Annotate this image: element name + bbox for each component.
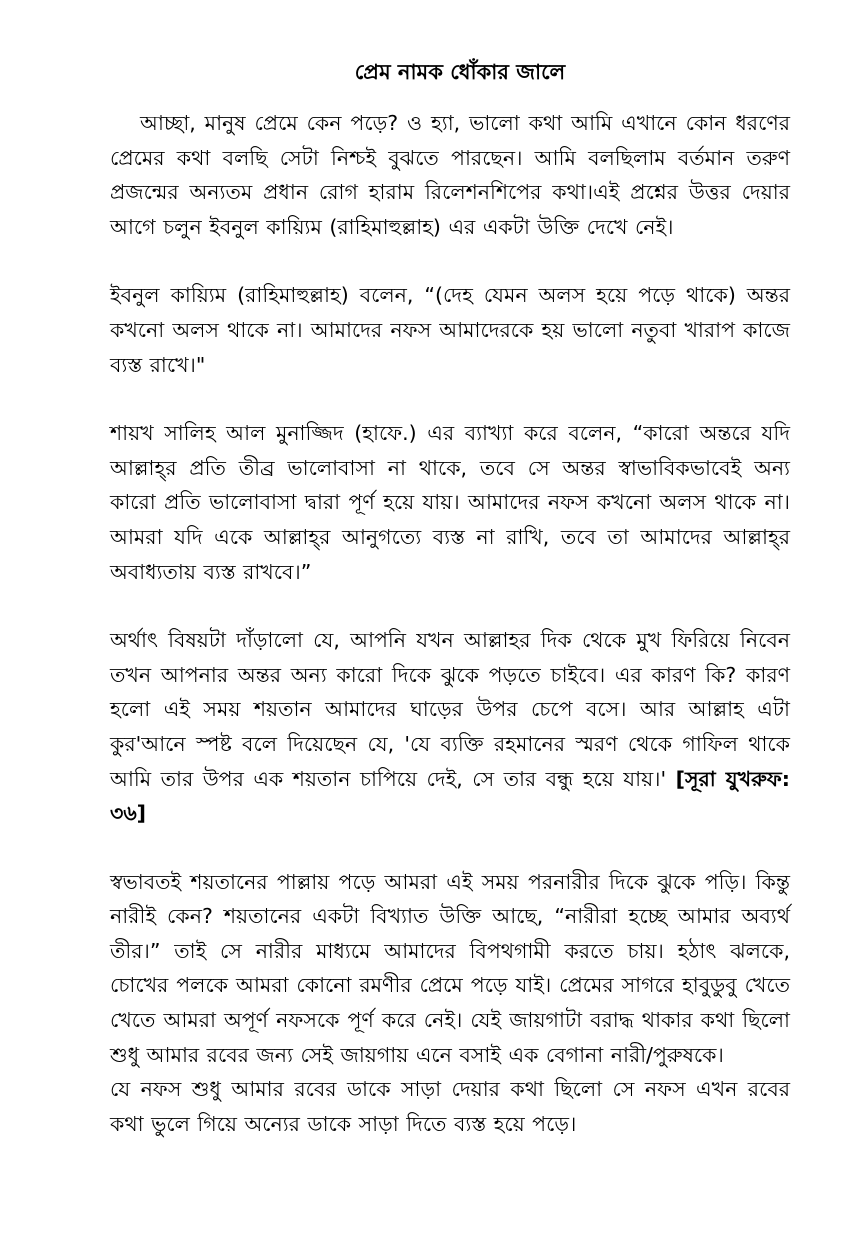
- paragraph-4-text: অর্থাৎ বিষয়টা দাঁড়ালো যে, আপনি যখন আল্লাহর দিক থেকে মুখ ফিরিয়ে নিবেন তখন আপনার অন্তর অন্য কারো দিকে ঝুকে পড়তে চাইবে। এর কারণ কি? কারণ হলো এই সময় শয়তান আমাদের ঘাড়ের উপর চেপে বসে। আর আল্লাহ এটা কুর'আনে স্পষ্ট বলে দিয়েছেন যে, 'যে ব্যক্তি রহমানের স্মরণ থেকে গাফিল থাকে আমি তার উপর এক শয়তান চাপিয়ে দেই, সে তার বন্ধু হয়ে যায়।': [110, 628, 790, 791]
- paragraph-1: আচ্ছা, মানুষ প্রেমে কেন পড়ে? ও হ্যা, ভালো কথা আমি এখানে কোন ধরণের প্রেমের কথা বলছি সেটা নিশ্চই বুঝতে পারছেন। আমি বলছিলাম বর্তমান তরুণ প্রজন্মের অন্যতম প্রধান রোগ হারাম রিলেশনশিপের কথা।এই প্রশ্নের উত্তর দেয়ার আগে চলুন ইবনুল কায়্যিম (রাহিমাহুল্লাহ) এর একটা উক্তি দেখে নেই।: [110, 111, 790, 239]
- paragraph-6: যে নফস শুধু আমার রবের ডাকে সাড়া দেয়ার কথা ছিলো সে নফস এখন রবের কথা ভুলে গিয়ে অন্যের ডাকে সাড়া দিতে ব্যস্ত হয়ে পড়ে।: [110, 1077, 790, 1136]
- document-title: প্রেম নামক ধোঁকার জালে: [354, 60, 566, 84]
- quran-reference: [সূরা যুখরুফ: ৩৬]: [110, 766, 790, 826]
- paragraph-2: ইবনুল কায়্যিম (রাহিমাহুল্লাহ) বলেন, “(দেহ যেমন অলস হয়ে পড়ে থাকে) অন্তর কখনো অলস থাকে না। আমাদের নফস আমাদেরকে হয় ভালো নতুবা খারাপ কাজে ব্যস্ত রাখে।": [110, 283, 790, 377]
- paragraph-3: শায়খ সালিহ আল মুনাজ্জিদ (হাফে.) এর ব্যাখ্যা করে বলেন, “কারো অন্তরে যদি আল্লাহ্‌র প্রতি তীব্র ভালোবাসা না থাকে, তবে সে অন্তর স্বাভাবিকভাবেই অন্য কারো প্রতি ভালোবাসা দ্বারা পূর্ণ হয়ে যায়। আমাদের নফস কখনো অলস থাকে না। আমরা যদি একে আল্লাহ্‌র আনুগত্যে ব্যস্ত না রাখি, তবে তা আমাদের আল্লাহ্‌র অবাধ্যতায় ব্যস্ত রাখবে।”: [110, 421, 790, 584]
- paragraph-4: [110, 623, 790, 831]
- paragraph-5: স্বভাবতই শয়তানের পাল্লায় পড়ে আমরা এই সময় পরনারীর দিকে ঝুকে পড়ি। কিন্তু নারীই কেন? শয়তানের একটা বিখ্যাত উক্তি আছে, “নারীরা হচ্ছে আমার অব্যর্থ তীর।” তাই সে নারীর মাধ্যমে আমাদের বিপথগামী করতে চায়। হঠাৎ ঝলকে, চোখের পলকে আমরা কোনো রমণীর প্রেমে পড়ে যাই। প্রেমের সাগরে হাবুডুবু খেতে খেতে আমরা অপূর্ণ নফসকে পূর্ণ করে নেই। যেই জায়গাটা বরাদ্ধ থাকার কথা ছিলো শুধু আমার রবের জন্য সেই জায়গায় এনে বসাই এক বেগানা নারী/পুরুষকে।: [110, 869, 790, 1067]
